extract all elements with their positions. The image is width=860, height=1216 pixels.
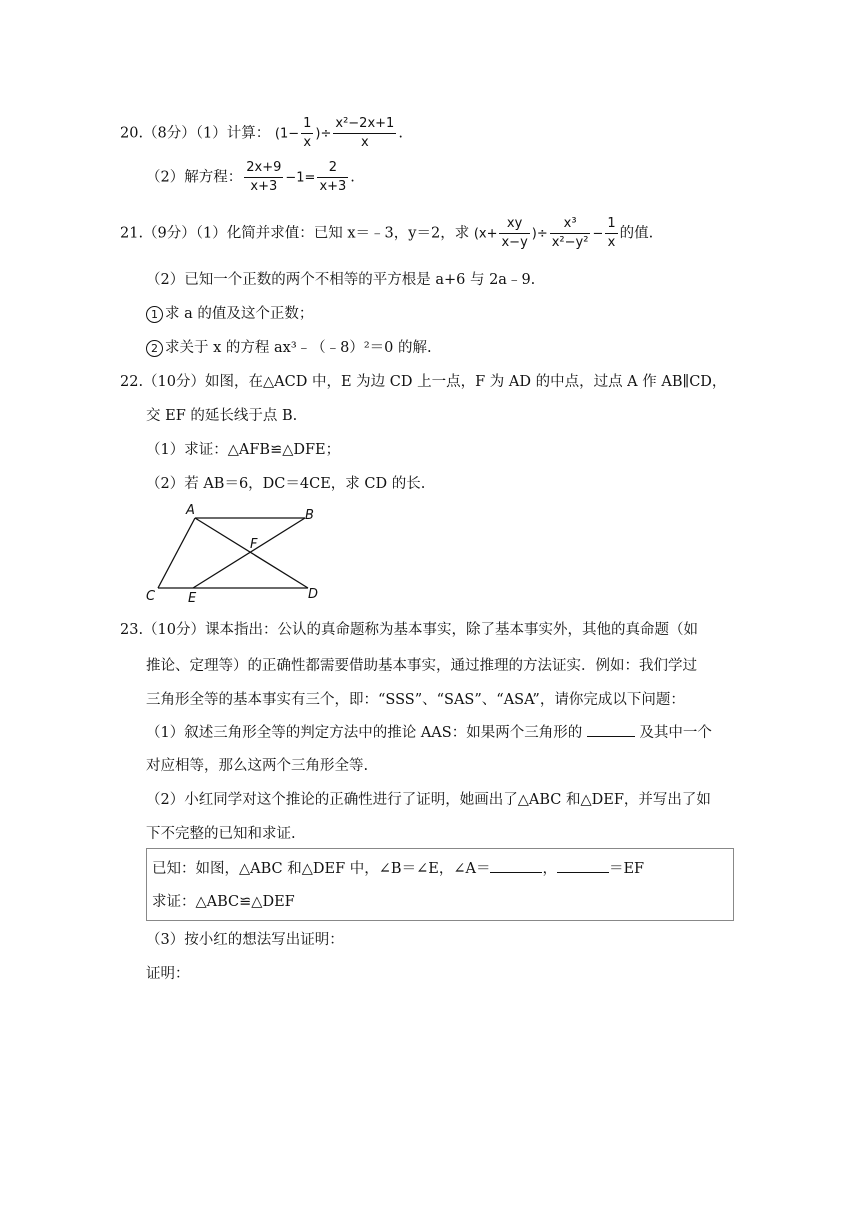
q22-figure: [140, 500, 340, 610]
q20-expr-open: (1−: [274, 126, 300, 142]
q21-frac-1x: $\frac{1}{x}$: [607, 216, 616, 250]
q23-part2-cont: 下不完整的已知和求证.: [146, 826, 296, 842]
label-b: B: [305, 508, 314, 523]
q20-head: 20.（8分）（1）计算：: [120, 125, 271, 142]
q21-line1: 21.（9分）（1）化简并求值：已知 x＝﹣3，y＝2，求 (x+ $\frac{xy}{x-y}$ )÷ $\frac{\text{x³}}{\text{x²−y²}}$ − $\frac{1}{x}$ 的值.: [120, 216, 654, 250]
q21-head: 21.（9分）（1）化简并求值：已知: [120, 225, 343, 242]
q20-line1: 20.（8分）（1）计算： (1− $\frac{1}{x}$ )÷ $\frac{\text{x²−2x+1}}{x}$ .: [120, 116, 403, 150]
q23-known: 已知：如图，△ABC 和△DEF 中，∠B＝∠E，∠A＝ ， ＝EF: [152, 858, 644, 879]
q23-line1: 23.（10分）课本指出：公认的真命题称为基本事实，除了基本事实外，其他的真命题（如: [120, 622, 699, 638]
q21-frac-xy: $\frac{xy}{x-y}$: [501, 216, 528, 250]
answer-blank-3[interactable]: [557, 858, 609, 873]
q20-expr-div: )÷: [315, 126, 332, 142]
q23-part3: （3）按小红的想法写出证明：: [146, 932, 344, 948]
q23-part2: （2）小红同学对这个推论的正确性进行了证明，她画出了△ABC 和△DEF，并写出了如: [146, 792, 711, 808]
segment-ad: [195, 518, 308, 588]
q21-sub2: 2 求关于 x 的方程 ax³﹣（﹣8）²＝0 的解.: [146, 338, 432, 358]
q23-part1-cont: 对应相等，那么这两个三角形全等.: [146, 758, 369, 774]
circled-one-icon: 1: [146, 306, 163, 323]
answer-blank-2[interactable]: [490, 858, 542, 873]
label-e: E: [188, 591, 197, 606]
q20-frac-lhs: $\frac{2x+9}{x+3}$: [246, 160, 282, 194]
label-c: C: [146, 589, 156, 604]
label-a: A: [186, 503, 195, 518]
segment-eb: [193, 518, 305, 588]
q20-p2-label: （2）解方程：: [146, 169, 243, 186]
q23-part1: （1）叙述三角形全等的判定方法中的推论 AAS：如果两个三角形的 及其中一个: [146, 722, 712, 743]
label-d: D: [308, 587, 319, 602]
q22-part1: （1）求证：△AFB≌△DFE；: [146, 442, 341, 458]
q22-part2: （2）若 AB＝6，DC＝4CE，求 CD 的长.: [146, 476, 426, 492]
q20-frac-rhs: $\frac{2}{x+3}$: [319, 160, 347, 194]
q23-prove: 求证：△ABC≌△DEF: [152, 894, 295, 910]
label-f: F: [250, 537, 258, 552]
q20-frac-poly: $\frac{\text{x²−2x+1}}{x}$: [335, 116, 395, 150]
answer-blank-1[interactable]: [587, 722, 635, 737]
segment-ac: [158, 518, 195, 588]
q23-line2: 推论、定理等）的正确性都需要借助基本事实，通过推理的方法证实．例如：我们学过: [146, 658, 697, 674]
q23-line3: 三角形全等的基本事实有三个，即：“SSS”、“SAS”、“ASA”，请你完成以下问题：: [146, 692, 685, 708]
q22-line2: 交 EF 的延长线于点 B.: [146, 408, 298, 424]
circled-two-icon: 2: [146, 340, 163, 357]
q20-frac-1-over-x: $\frac{1}{x}$: [303, 116, 312, 150]
q21-cond: x＝﹣3，y＝2，求: [347, 225, 470, 242]
q21-sub1: 1 求 a 的值及这个正数；: [146, 304, 313, 324]
q22-line1: 22.（10分）如图，在△ACD 中，E 为边 CD 上一点，F 为 AD 的中点，过点 A 作 AB∥CD，: [120, 374, 727, 390]
q23-proof-label: 证明：: [146, 966, 190, 982]
q21-frac-x3: $\frac{\text{x³}}{\text{x²−y²}}$: [551, 216, 589, 250]
q20-line2: （2）解方程： $\frac{2x+9}{x+3}$ −1= $\frac{2}{x+3}$ .: [146, 160, 355, 194]
q20-eq: −1=: [285, 170, 316, 186]
q21-part2: （2）已知一个正数的两个不相等的平方根是 a+6 与 2a﹣9.: [146, 272, 536, 288]
